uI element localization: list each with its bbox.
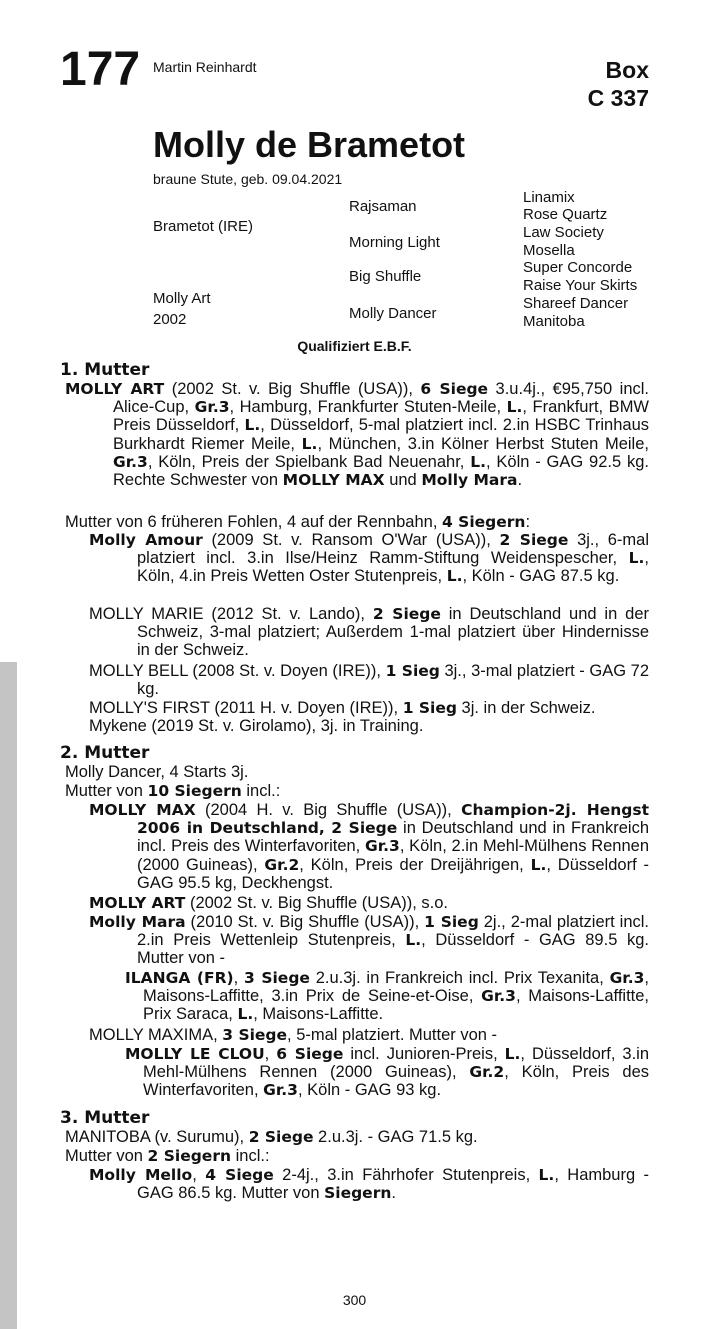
produce-record: MOLLY ART (2002 St. v. Big Shuffle (USA)), s.o. [89, 894, 448, 912]
qualification-note: Qualifiziert E.B.F. [297, 338, 412, 354]
third-dam-record: MANITOBA (v. Surumu), 2 Siege 2.u.3j. - GAG 71.5 kg. [65, 1128, 478, 1146]
page-edge-tab [0, 662, 17, 1329]
section-heading-third-dam: 3. Mutter [60, 1108, 150, 1128]
pedigree-great-grandparent: Law Society [523, 224, 604, 241]
produce-record: MOLLY'S FIRST (2011 H. v. Doyen (IRE)), 1 Sieg 3j. in der Schweiz. [89, 699, 596, 717]
produce-record: Molly Mara (2010 St. v. Big Shuffle (USA)), 1 Sieg 2j., 2-mal platziert incl. 2.in Preis Wettenleip Stutenpreis, L., Düsseldorf - GAG 89.5 kg. Mutter von - [89, 913, 649, 968]
grandproduce-record: ILANGA (FR), 3 Siege 2.u.3j. in Frankreich incl. Prix Texanita, Gr.3, Maisons-Laffitte, 3.in Prix de Seine-et-Oise, Gr.3, Maisons-Laffitte, Prix Saraca, L., Maisons-Laffitte. [125, 969, 649, 1024]
produce-record: MOLLY MAXIMA, 3 Siege, 5-mal platziert. Mutter von - [89, 1026, 498, 1044]
pedigree-dam: Molly Art [153, 290, 211, 307]
dam-record: MOLLY ART (2002 St. v. Big Shuffle (USA)), 6 Siege 3.u.4j., €95,750 incl. Alice-Cup, Gr.3, Hamburg, Frankfurter Stuten-Meile, L., Frankfurt, BMW Preis Düsseldorf, L., Düsseldorf, 5-mal platziert incl. 2.in HSBC Trinhaus Burkhardt Riemer Meile, L., München, 3.in Kölner Herbst Stuten Meile, Gr.3, Köln, Preis der Spielbank Bad Neuenahr, L., Köln - GAG 92.5 kg. Rechte Schwester von MOLLY MAX und Molly Mara. [65, 380, 650, 490]
grandproduce-record: MOLLY LE CLOU, 6 Siege incl. Junioren-Preis, L., Düsseldorf, 3.in Mehl-Mülhens Rennen (2000 Guineas), Gr.2, Köln, Preis des Winterfavoriten, Gr.3, Köln - GAG 93 kg. [125, 1045, 650, 1100]
pedigree-sire: Brametot (IRE) [153, 218, 254, 235]
consignor-name: Martin Reinhardt [153, 59, 257, 75]
pedigree-great-grandparent: Shareef Dancer [523, 295, 629, 312]
section-heading-second-dam: 2. Mutter [60, 743, 150, 763]
pedigree-great-grandparent: Super Concorde [523, 259, 633, 276]
box-number: C 337 [587, 85, 649, 111]
produce-record: Molly Amour (2009 St. v. Ransom O'War (USA)), 2 Siege 3j., 6-mal platziert incl. 3.in Ilse/Heinz Ramm-Stiftung Weidenspescher, L., Köln, 4.in Preis Wetten Oster Stutenpreis, L., Köln - GAG 87.5 kg. [89, 531, 650, 586]
produce-summary: Mutter von 2 Siegern incl.: [65, 1147, 270, 1165]
pedigree-dam-year: 2002 [153, 311, 187, 328]
box-label: Box [605, 57, 649, 83]
pedigree-great-grandparent: Raise Your Skirts [523, 277, 638, 294]
pedigree-grandparent: Molly Dancer [349, 305, 437, 322]
horse-name: Molly de Brametot [153, 124, 466, 165]
lot-number: 177 [60, 43, 141, 96]
second-dam-record: Molly Dancer, 4 Starts 3j. [65, 763, 249, 781]
pedigree-grandparent: Big Shuffle [349, 268, 422, 285]
produce-record: MOLLY BELL (2008 St. v. Doyen (IRE)), 1 Sieg 3j., 3-mal platziert - GAG 72 kg. [89, 662, 650, 699]
produce-record: Mykene (2019 St. v. Girolamo), 3j. in Training. [89, 717, 424, 735]
produce-record: MOLLY MARIE (2012 St. v. Lando), 2 Siege in Deutschland und in der Schweiz, 3-mal platziert; Außerdem 1-mal platziert über Hindernisse in der Schweiz. [89, 605, 649, 660]
pedigree-great-grandparent: Manitoba [523, 313, 585, 330]
pedigree-great-grandparent: Linamix [523, 189, 575, 206]
pedigree-grandparent: Morning Light [349, 234, 440, 251]
pedigree-grandparent: Rajsaman [349, 198, 417, 215]
pedigree-great-grandparent: Rose Quartz [523, 206, 608, 223]
page-number: 300 [342, 1292, 367, 1308]
pedigree-great-grandparent: Mosella [523, 242, 575, 259]
horse-description: braune Stute, geb. 09.04.2021 [153, 171, 343, 187]
section-heading-first-dam: 1. Mutter [60, 360, 150, 380]
box-location [588, 56, 649, 112]
produce-record: Molly Mello, 4 Siege 2-4j., 3.in Fährhofer Stutenpreis, L., Hamburg - GAG 86.5 kg. Mutter von Siegern. [89, 1166, 650, 1203]
produce-summary: Mutter von 10 Siegern incl.: [65, 782, 281, 800]
produce-summary: Mutter von 6 früheren Fohlen, 4 auf der Rennbahn, 4 Siegern: [65, 513, 531, 531]
produce-record: MOLLY MAX (2004 H. v. Big Shuffle (USA)), Champion-2j. Hengst 2006 in Deutschland, 2 Siege in Deutschland und in Frankreich incl. Preis des Winterfavoriten, Gr.3, Köln, 2.in Mehl-Mülhens Rennen (2000 Guineas), Gr.2, Köln, Preis der Dreijährigen, L., Düsseldorf - GAG 95.5 kg, Deckhengst. [89, 801, 650, 892]
